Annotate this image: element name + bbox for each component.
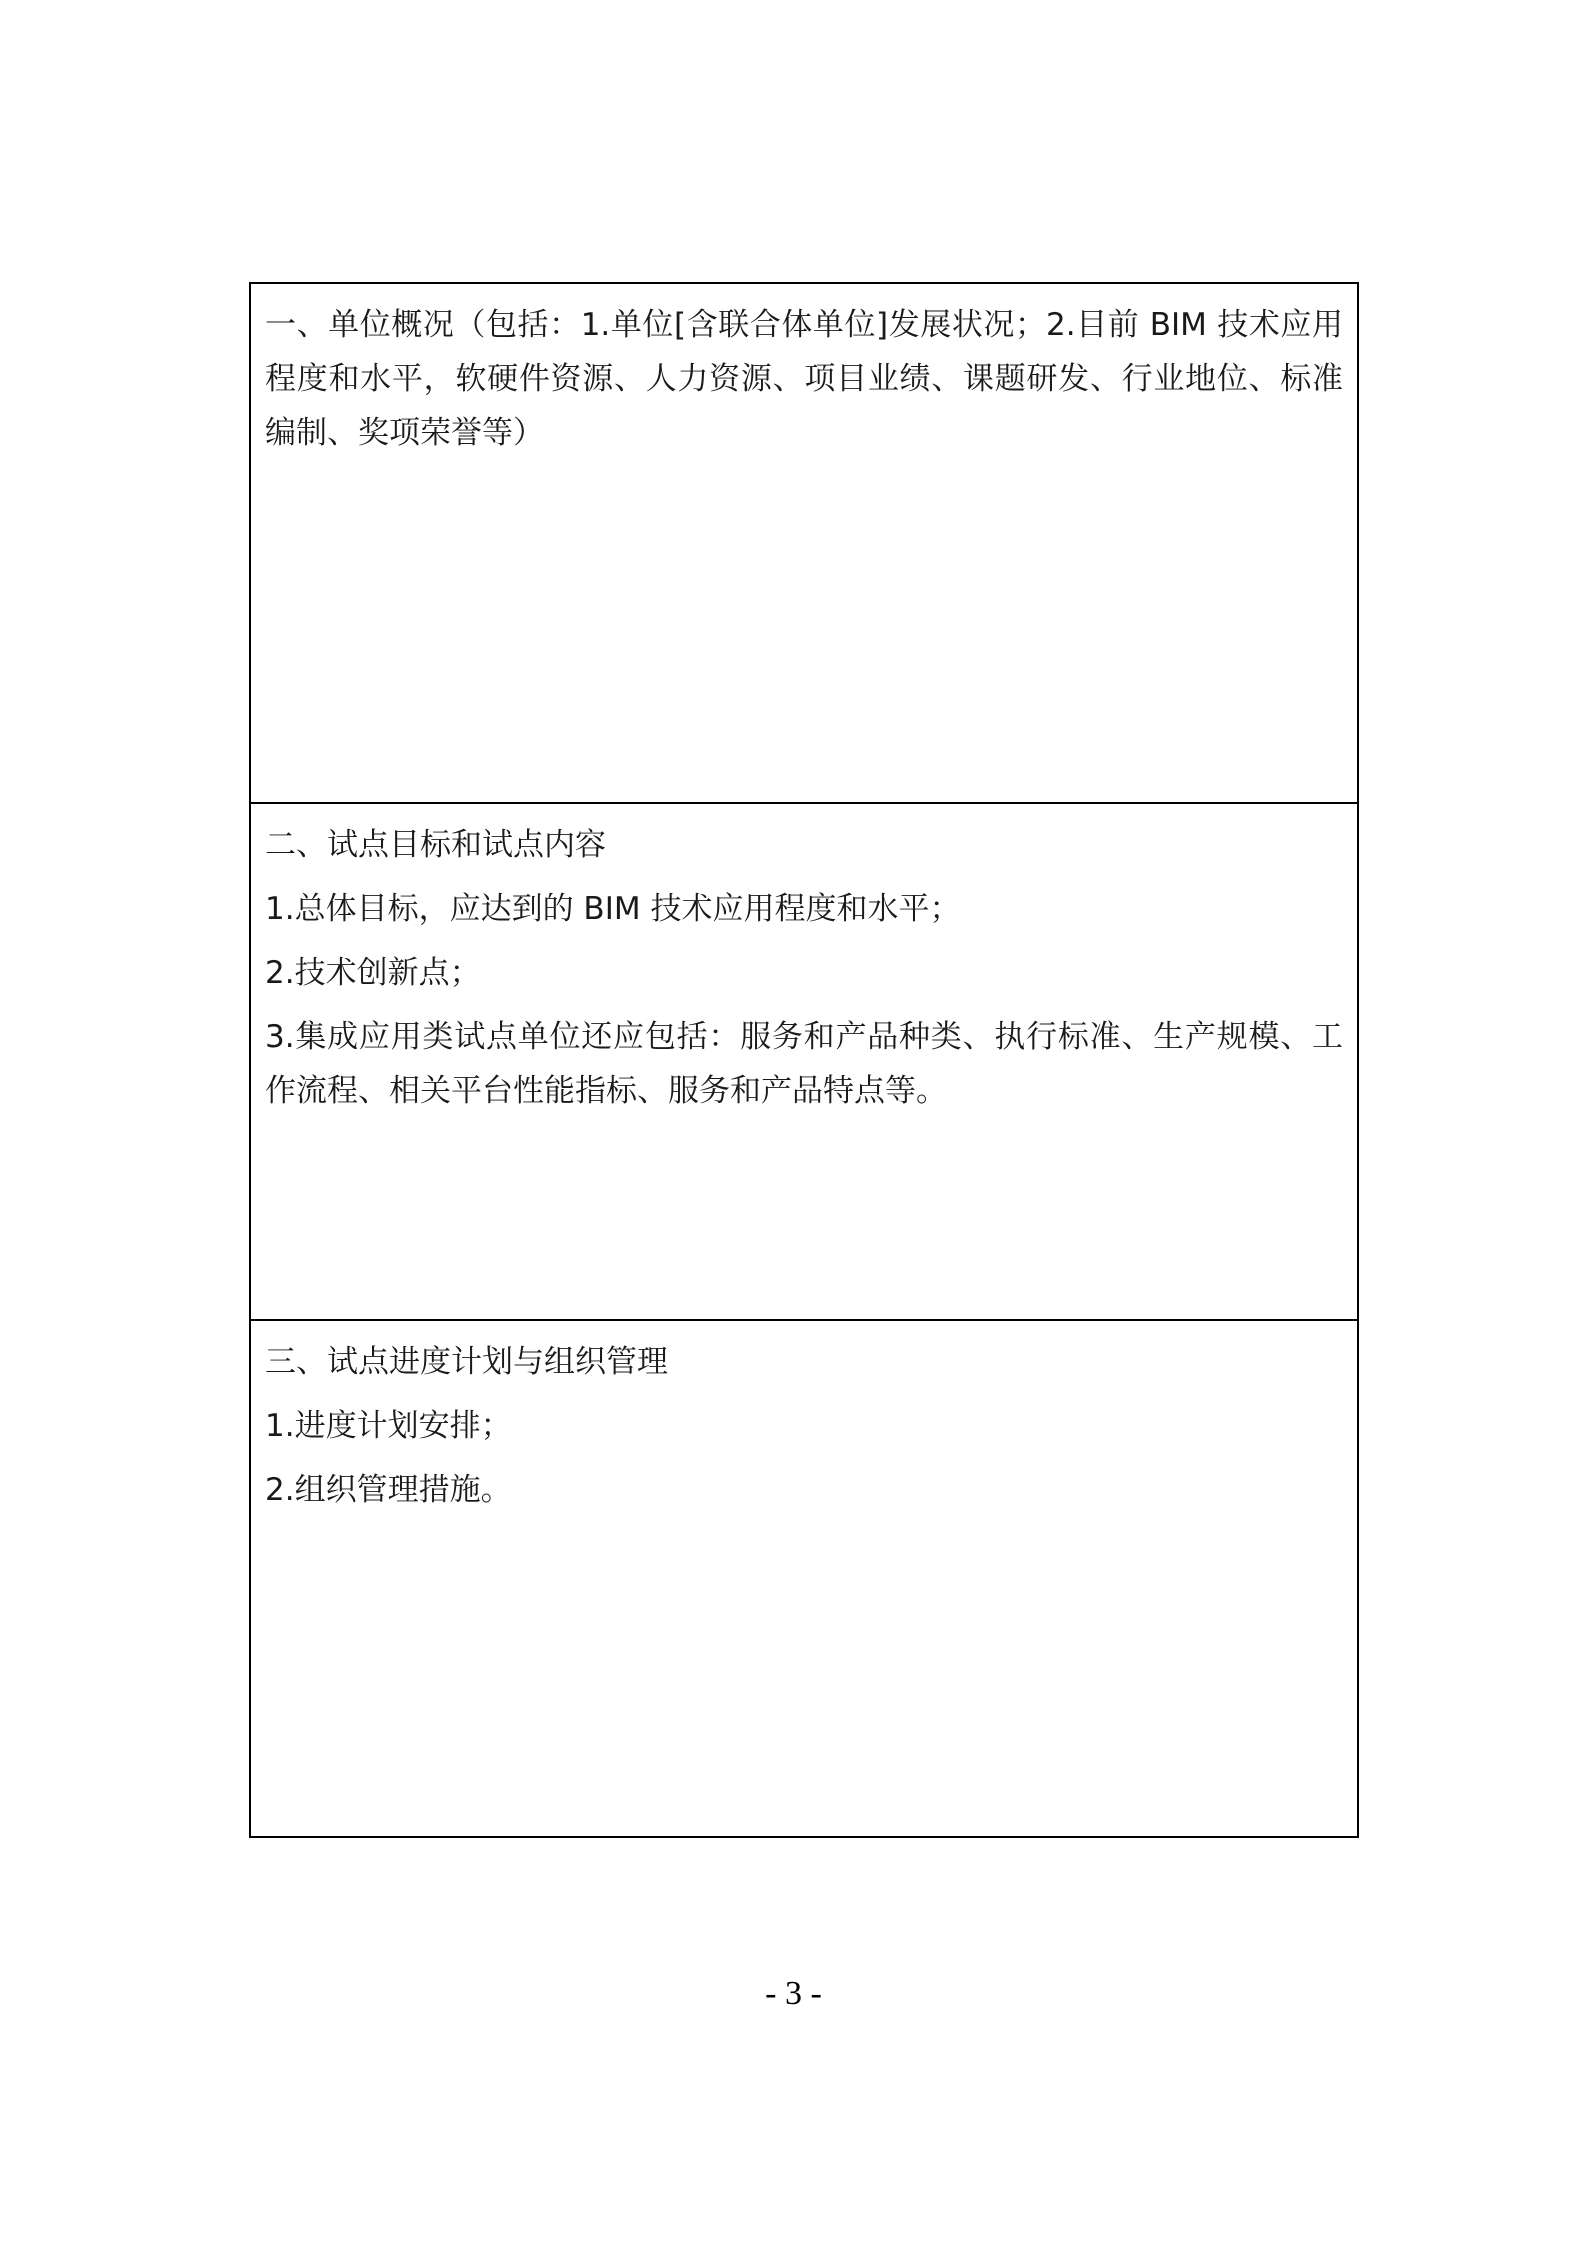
page-number: - 3 - — [765, 1975, 822, 2012]
section-heading: 二、试点目标和试点内容 — [265, 827, 606, 863]
section-item: 1.进度计划安排； — [265, 1408, 512, 1444]
section-heading: 一、单位概况（包括：1.单位[含联合体单位]发展状况；2.目前 BIM 技术应用程度和水平，软硬件资源、人力资源、项目业绩、课题研发、行业地位、标准编制、奖项荣誉等） — [265, 307, 1343, 451]
section-item: 1.总体目标，应达到的 BIM 技术应用程度和水平； — [265, 891, 961, 927]
form-table — [249, 282, 1359, 1838]
section-unit-overview[interactable] — [251, 284, 1357, 802]
section-schedule-management[interactable] — [251, 1319, 1357, 1836]
section-pilot-goals[interactable] — [251, 802, 1357, 1319]
section-heading: 三、试点进度计划与组织管理 — [265, 1344, 668, 1380]
section-item: 3.集成应用类试点单位还应包括：服务和产品种类、执行标准、生产规模、工作流程、相关平台性能指标、服务和产品特点等。 — [265, 1019, 1343, 1109]
section-item: 2.技术创新点； — [265, 955, 481, 991]
section-item: 2.组织管理措施。 — [265, 1472, 512, 1508]
